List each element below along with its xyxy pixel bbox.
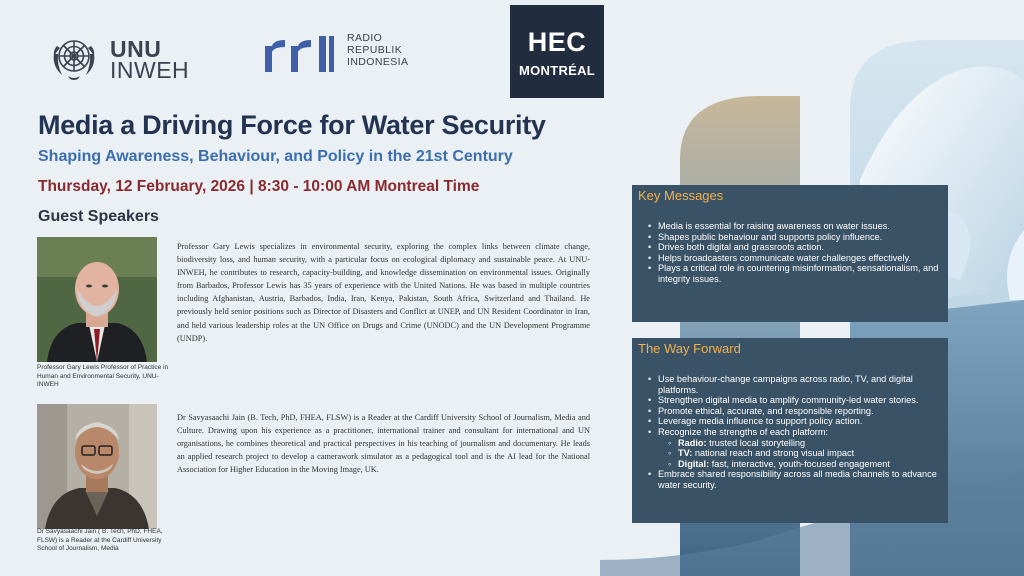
guest-speakers-heading: Guest Speakers [38,208,159,225]
speaker-2-photo [37,404,157,529]
hec-montreal-logo [510,5,604,98]
platform-desc: fast, interactive, youth-focused engagement [709,458,890,469]
platform-desc: national reach and strong visual impact [692,448,855,459]
way-forward-box [632,338,948,523]
speaker-1-caption: Professor Gary Lewis Professor of Practice in Human and Environmental Security, UNU-INWEH [37,364,169,388]
list-item: • Embrace shared responsibility across all media channels to advance water security. [658,469,942,490]
list-item: • Shapes public behaviour and supports policy influence. [658,232,942,243]
rri-wordmark [347,32,408,68]
platform-name: Digital: [678,458,710,469]
hec-text: HEC [527,27,587,57]
speaker-2-portrait-icon [37,404,157,529]
unu-inweh-logo [48,32,198,82]
way-forward-list [658,374,942,491]
key-messages-box [632,185,948,322]
subtitle: Shaping Awareness, Behaviour, and Policy in the 21st Century [38,148,513,165]
key-messages-title: Key Messages [638,188,724,203]
inweh-text: INWEH [110,57,190,83]
main-title: Media a Driving Force for Water Security [38,110,546,140]
list-item: • Strengthen digital media to amplify community-led water stories. [658,395,942,406]
platform-item-digital [658,459,942,470]
event-date-time: Thursday, 12 February, 2026 | 8:30 - 10:00 AM Montreal Time [38,178,480,195]
rri-line-2: REPUBLIK [347,44,403,56]
platform-item-tv [658,448,942,459]
platform-desc: trusted local storytelling [706,437,806,448]
un-emblem-icon [48,32,100,84]
platform-item-radio [658,438,942,449]
key-messages-list [658,221,942,285]
list-item: • Use behaviour-change campaigns across radio, TV, and digital platforms. [658,374,942,395]
montreal-text: MONTRÉAL [518,63,596,78]
speaker-1-bio: Professor Gary Lewis specializes in environmental security, exploring the complex links between climate change, biodiversity loss, and human security, with a particular focus on ecological diplomacy and sustainable peace. At UNU-INWEH, he contributes to research, capacity-building, and knowledge dissemination on environmental issues. Originally from Barbados, Professor Lewis has 35 years of experience with the United Nations. He was based in multiple countries including Afghanistan, Austria, Barbados, India, Iran, Kenya, Pakistan, South Africa, Switzerland and Thailand. He previously held senior positions such as Director of Disasters and Conflict at UNEP, and UN Resident Coordinator in Iran, and held various leadership roles at the UN Office on Drugs and Crime (UNODC) and the UN Development Programme (UNDP). [177,242,590,343]
list-item: • Plays a critical role in countering misinformation, sensationalism, and integrity issues. [658,263,942,284]
list-item: • Recognize the strengths of each platform: [658,427,942,438]
speaker-2-caption: Dr Savyasaachi Jain ( B. Tech, PhD, FHEA, FLSW) is a Reader at the Cardiff University School of Journalism, Media [37,528,163,552]
list-item: • Helps broadcasters communicate water challenges effectively. [658,253,942,264]
rri-line-3: INDONESIA [347,56,409,68]
speaker-2-bio: Dr Savyasaachi Jain (B. Tech, PhD, FHEA, FLSW) is a Reader at the Cardiff University School of Journalism, Media and Culture. Drawing upon his experience as a practitioner, international trainer and consultant for international and UN organisations, he combines theoretical and practical perspectives in his teaching of journalism and documentary. He leads an applied research project to develop a camerawork simulator as a pedagogical tool and is the AI lead for the National Association for Higher Education in the Moving Image, UK. [177,413,590,475]
unu-text: UNU [110,36,162,62]
speaker-1-portrait-icon [37,237,157,362]
platform-name: TV: [678,448,693,459]
list-item: • Promote ethical, accurate, and responsible reporting. [658,406,942,417]
speaker-1-photo [37,237,157,362]
platform-name: Radio: [678,437,707,448]
rri-logo [265,30,425,80]
way-forward-title: The Way Forward [638,341,741,356]
list-item: • Leverage media influence to support policy action. [658,416,942,427]
rri-line-1: RADIO [347,32,383,44]
rri-mark-icon [265,36,345,72]
list-item: • Media is essential for raising awareness on water issues. [658,221,942,232]
list-item: • Drives both digital and grassroots action. [658,242,942,253]
